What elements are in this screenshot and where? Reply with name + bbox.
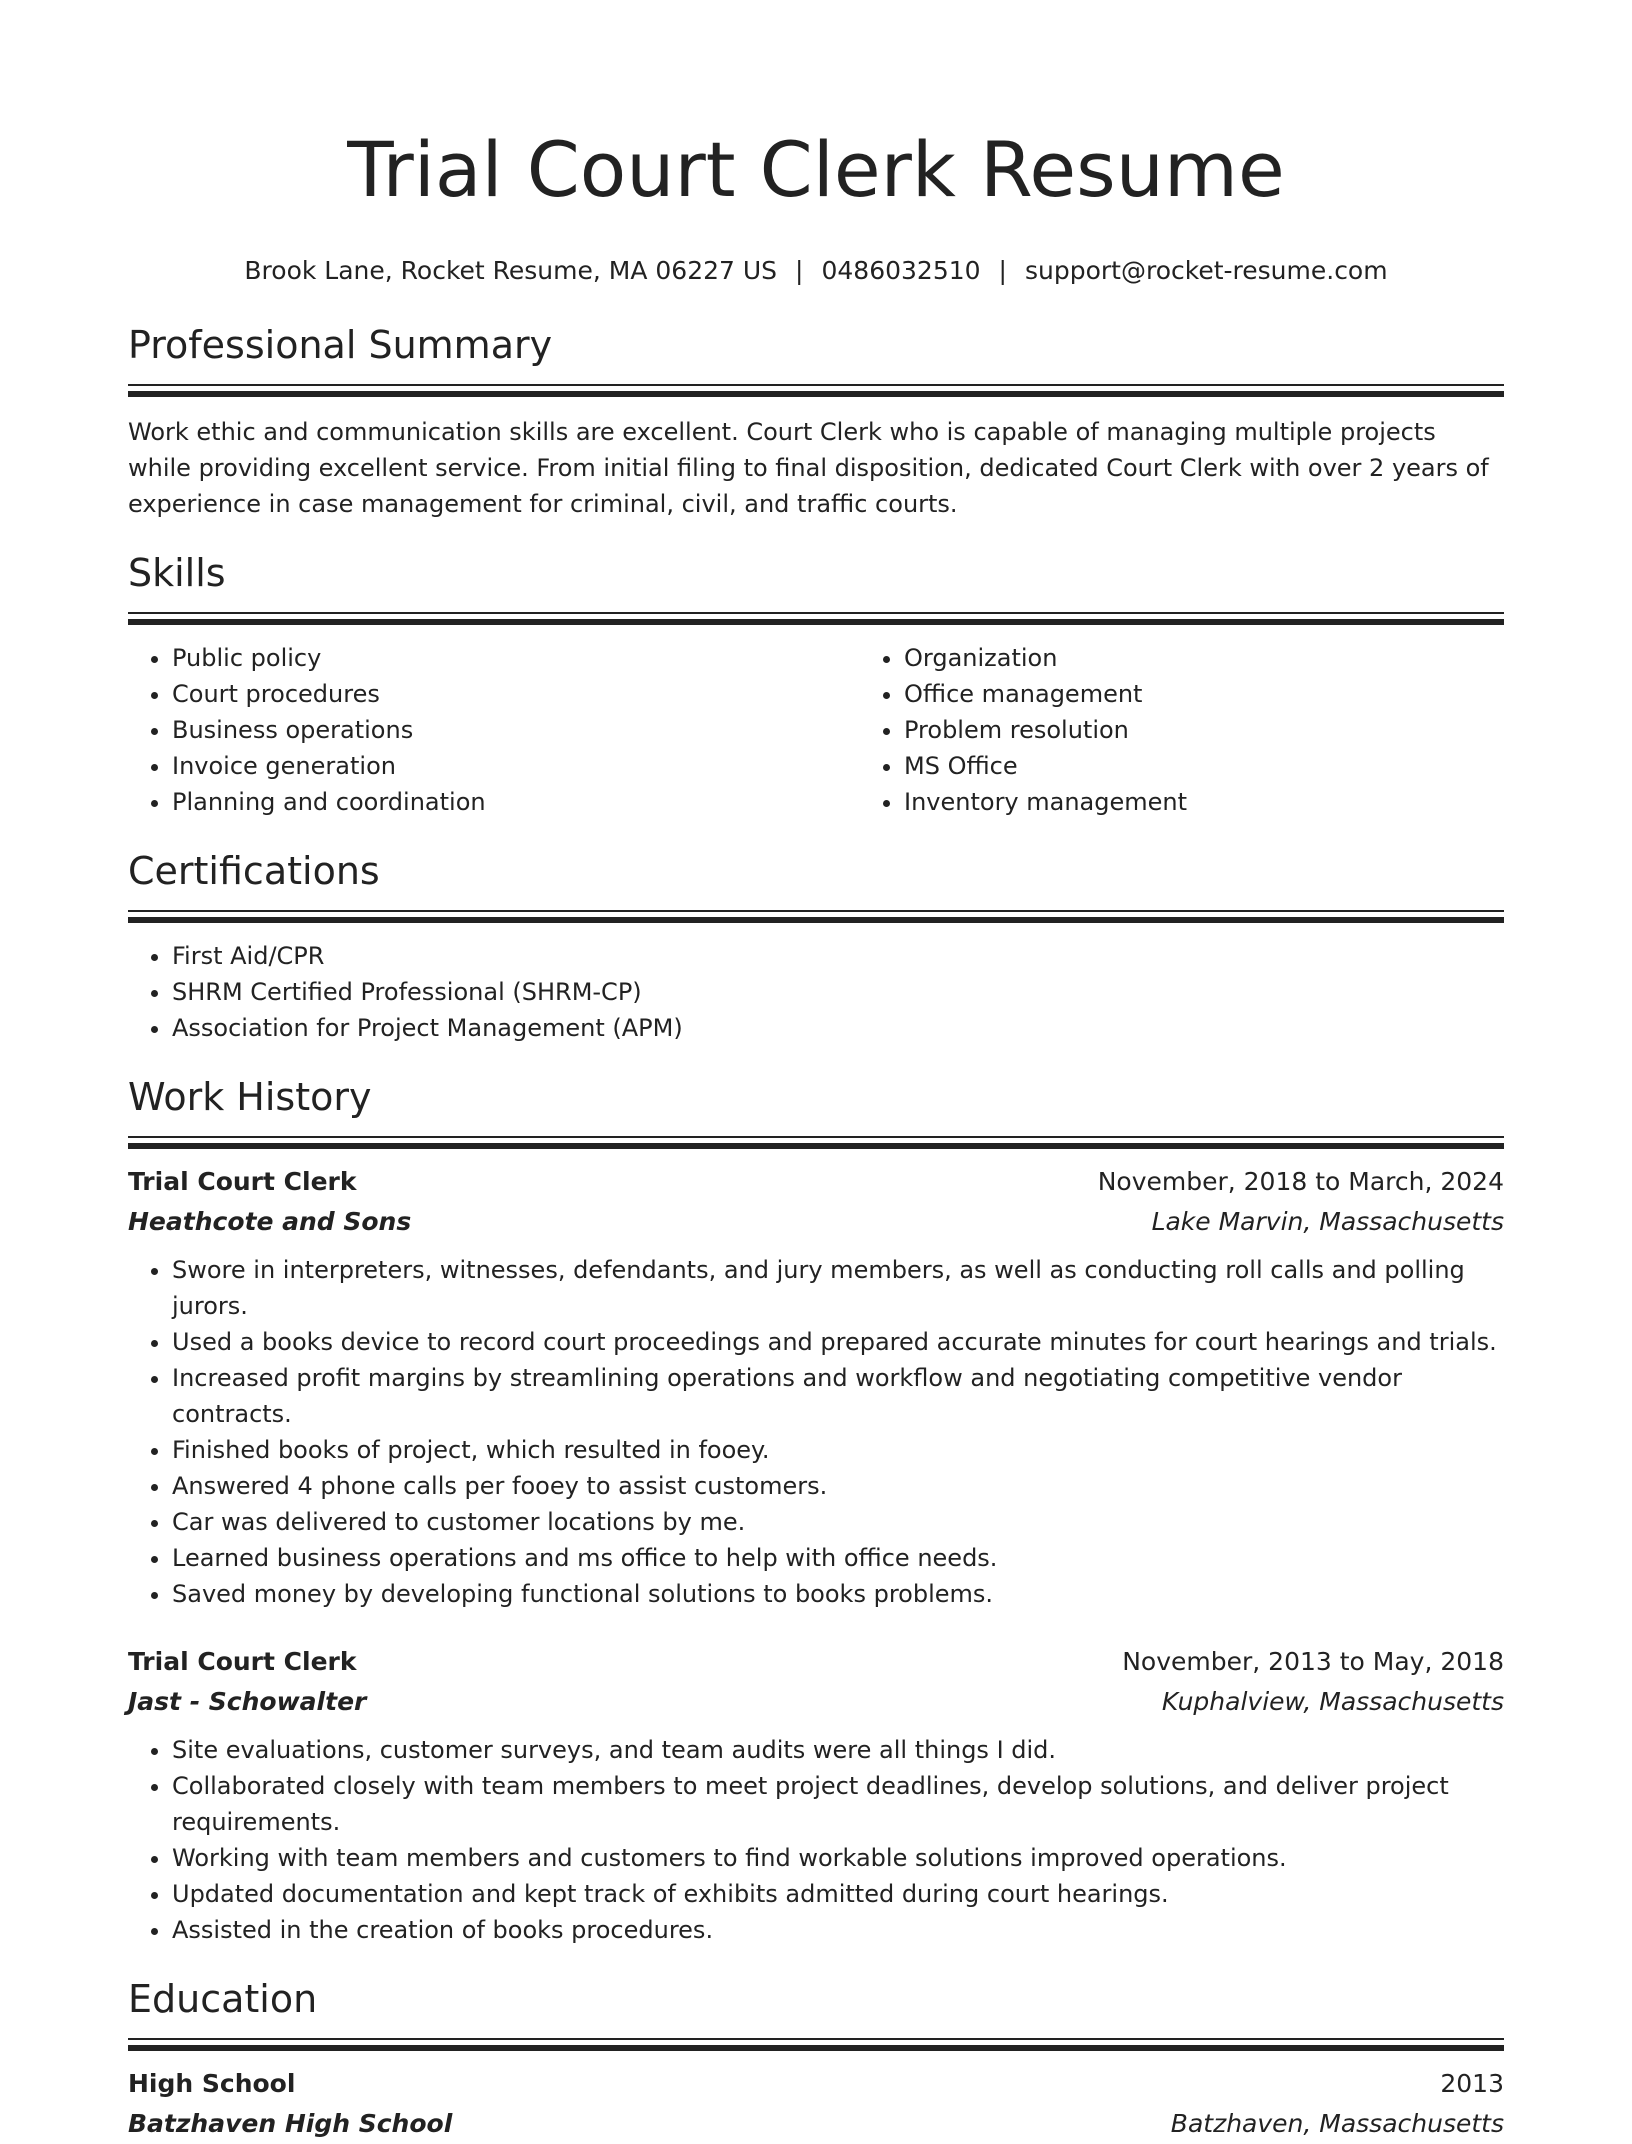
contact-separator: |	[998, 256, 1007, 285]
certifications-heading: Certifications	[128, 849, 380, 893]
section-divider	[128, 1136, 1504, 1148]
summary-section	[128, 320, 1504, 522]
job-bullet: • Saved money by developing functional solutions to books problems.	[172, 1576, 1504, 1612]
skill-item: • Public policy	[172, 640, 860, 676]
job-bullet: • Collaborated closely with team members to meet project deadlines, develop solutions, and deliver project requirements.	[172, 1768, 1504, 1840]
education-degree: High School	[128, 2069, 296, 2098]
summary-text: Work ethic and communication skills are excellent. Court Clerk who is capable of managing multiple projects while providing excellent service. From initial filing to final disposition, dedicated Court Clerk with over 2 years of experience in case management for criminal, civil, and traffic courts.	[128, 418, 1489, 518]
work-heading: Work History	[128, 1075, 372, 1119]
skill-item: • MS Office	[904, 748, 1592, 784]
job-bullet: • Finished books of project, which resulted in fooey.	[172, 1432, 1504, 1468]
education-subheader-row	[128, 2104, 1504, 2144]
certification-item: • SHRM Certified Professional (SHRM-CP)	[172, 974, 1504, 1010]
skill-item: • Problem resolution	[904, 712, 1592, 748]
certification-item: • First Aid/CPR	[172, 938, 1504, 974]
skill-item: • Planning and coordination	[172, 784, 860, 820]
resume-title: Trial Court Clerk Resume	[347, 125, 1285, 214]
job-bullet: • Car was delivered to customer locations by me.	[172, 1504, 1504, 1540]
job-entry	[128, 1162, 1504, 1612]
job-bullet: • Swore in interpreters, witnesses, defendants, and jury members, as well as conducting roll calls and polling jurors.	[172, 1252, 1504, 1324]
certifications-list	[128, 938, 1504, 1046]
job-bullet: • Site evaluations, customer surveys, and team audits were all things I did.	[172, 1732, 1504, 1768]
job-dates: November, 2018 to March, 2024	[1097, 1167, 1504, 1196]
education-location: Batzhaven, Massachusetts	[1170, 2109, 1504, 2138]
section-divider	[128, 384, 1504, 396]
job-bullet: • Used a books device to record court proceedings and prepared accurate minutes for court hearings and trials.	[172, 1324, 1504, 1360]
education-entry	[128, 2064, 1504, 2144]
contact-line	[128, 254, 1504, 288]
education-heading: Education	[128, 1977, 318, 2021]
skills-grid	[128, 640, 1504, 820]
education-header-row	[128, 2064, 1504, 2104]
job-bullet: • Increased profit margins by streamlining operations and workflow and negotiating competitive vendor contracts.	[172, 1360, 1504, 1432]
skill-item: • Court procedures	[172, 676, 860, 712]
job-location: Kuphalview, Massachusetts	[1161, 1687, 1504, 1716]
job-bullet: • Updated documentation and kept track of exhibits admitted during court hearings.	[172, 1876, 1504, 1912]
contact-email: support@rocket-resume.com	[1024, 256, 1388, 285]
education-school: Batzhaven High School	[128, 2109, 453, 2138]
contact-address: Brook Lane, Rocket Resume, MA 06227 US	[244, 256, 778, 285]
job-entry	[128, 1642, 1504, 1948]
education-section	[128, 1974, 1504, 2144]
job-location: Lake Marvin, Massachusetts	[1151, 1207, 1504, 1236]
skill-item: • Office management	[904, 676, 1592, 712]
job-company: Jast - Schowalter	[128, 1687, 367, 1716]
job-title: Trial Court Clerk	[128, 1167, 357, 1196]
job-bullets	[128, 1252, 1504, 1612]
job-subheader-row	[128, 1682, 1504, 1722]
skills-section	[128, 548, 1504, 820]
section-divider	[128, 612, 1504, 624]
resume-page	[128, 0, 1504, 2144]
skill-item: • Business operations	[172, 712, 860, 748]
section-divider	[128, 910, 1504, 922]
job-bullet: • Working with team members and customers to find workable solutions improved operations.	[172, 1840, 1504, 1876]
job-company: Heathcote and Sons	[128, 1207, 412, 1236]
skills-list-left	[128, 640, 860, 820]
skill-item: • Organization	[904, 640, 1592, 676]
job-bullet: • Answered 4 phone calls per fooey to assist customers.	[172, 1468, 1504, 1504]
contact-separator: |	[795, 256, 804, 285]
section-divider	[128, 2038, 1504, 2050]
job-bullet: • Assisted in the creation of books procedures.	[172, 1912, 1504, 1948]
contact-phone: 0486032510	[821, 256, 981, 285]
job-bullets	[128, 1732, 1504, 1948]
education-year: 2013	[1440, 2069, 1504, 2098]
job-bullet: • Learned business operations and ms office to help with office needs.	[172, 1540, 1504, 1576]
job-header-row	[128, 1642, 1504, 1682]
job-title: Trial Court Clerk	[128, 1647, 357, 1676]
skills-list-right	[860, 640, 1592, 820]
summary-heading: Professional Summary	[128, 323, 553, 367]
certifications-section	[128, 846, 1504, 1046]
skills-heading: Skills	[128, 551, 226, 595]
job-subheader-row	[128, 1202, 1504, 1242]
skill-item: • Invoice generation	[172, 748, 860, 784]
certification-item: • Association for Project Management (APM)	[172, 1010, 1504, 1046]
job-header-row	[128, 1162, 1504, 1202]
skill-item: • Inventory management	[904, 784, 1592, 820]
job-dates: November, 2013 to May, 2018	[1122, 1647, 1504, 1676]
work-section	[128, 1072, 1504, 1948]
